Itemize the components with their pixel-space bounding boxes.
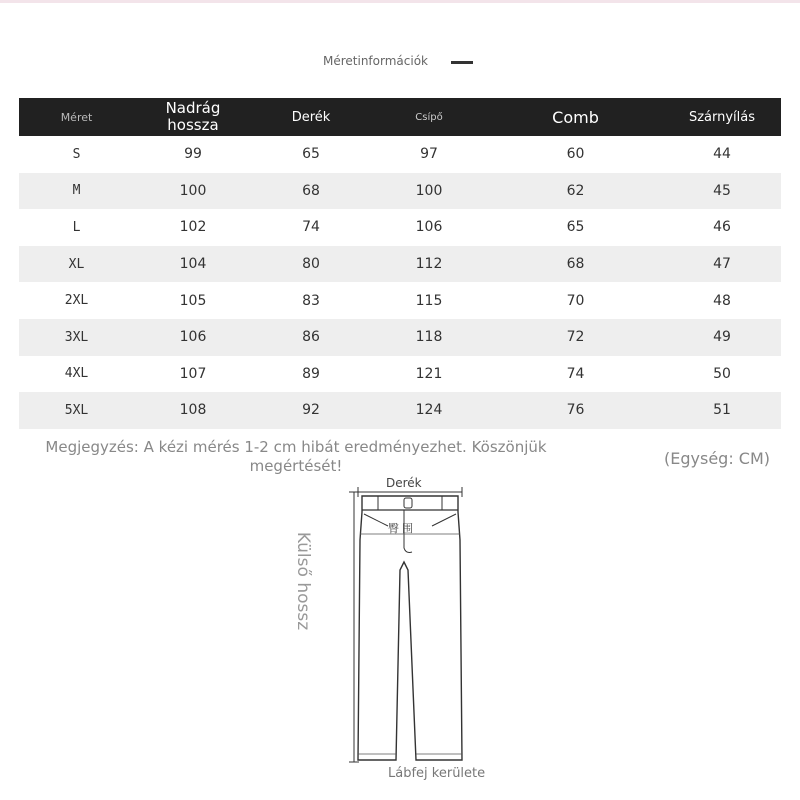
header-waist: Derék [252, 98, 370, 136]
cell-leg-opening: 49 [663, 319, 781, 356]
cell-pants-length: 99 [184, 146, 202, 163]
section-title: Méretinformációk [323, 54, 428, 68]
cell-hip: 118 [370, 319, 488, 356]
hip-label: 臀围 [388, 522, 416, 535]
header-thigh: Comb [488, 98, 663, 136]
button-tab [404, 498, 412, 508]
cell-leg-opening: 47 [663, 246, 781, 283]
table-row [19, 173, 781, 210]
table-row [19, 282, 781, 319]
cell-waist: 65 [302, 146, 320, 163]
cell-hip: 106 [415, 219, 443, 236]
cell-leg-opening: 50 [713, 365, 731, 382]
cell-thigh: 60 [566, 146, 585, 163]
cell-size: L [72, 219, 81, 235]
top-strip [0, 0, 800, 3]
outer-length-label: Külső hossz [293, 531, 313, 631]
waist-label: Derék [386, 476, 422, 490]
cell-leg-opening: 48 [713, 292, 731, 309]
cell-waist: 89 [302, 365, 320, 382]
cell-thigh: 74 [566, 365, 585, 382]
cell-waist: 83 [302, 292, 320, 309]
cell-size: M [19, 173, 134, 210]
cell-thigh: 72 [488, 319, 663, 356]
measurement-note: Megjegyzés: A kézi mérés 1-2 cm hibát eredményezhet. Köszönjük megértését! [45, 438, 547, 475]
pocket-left [364, 514, 388, 526]
cell-size: S [72, 146, 81, 162]
cell-size: 4XL [64, 366, 89, 382]
table-row [19, 319, 781, 356]
pocket-right [432, 514, 456, 526]
cell-pants-length: 104 [134, 246, 252, 283]
table-row [19, 246, 781, 283]
cell-size: XL [19, 246, 134, 283]
header-size: Méret [19, 98, 134, 136]
table-row [19, 356, 781, 393]
cell-hip: 121 [415, 365, 443, 382]
cell-leg-opening: 45 [663, 173, 781, 210]
hem-label: Lábfej kerülete [388, 766, 486, 781]
header-pants-length: Nadrág hossza [134, 98, 252, 136]
table-row [19, 392, 781, 429]
cell-size: 5XL [19, 392, 134, 429]
header-leg-opening: Szárnyílás [663, 98, 781, 136]
cell-waist: 92 [252, 392, 370, 429]
cell-pants-length: 102 [179, 219, 207, 236]
pants-diagram [293, 470, 500, 800]
cell-hip: 100 [370, 173, 488, 210]
cell-pants-length: 100 [134, 173, 252, 210]
cell-thigh: 68 [488, 246, 663, 283]
cell-thigh: 76 [488, 392, 663, 429]
table-row [19, 136, 781, 173]
cell-waist: 74 [302, 219, 320, 236]
cell-thigh: 62 [488, 173, 663, 210]
cell-hip: 115 [415, 292, 443, 309]
cell-leg-opening: 46 [713, 219, 731, 236]
cell-hip: 124 [370, 392, 488, 429]
cell-pants-length: 105 [179, 292, 207, 309]
title-dash [451, 61, 473, 64]
cell-waist: 68 [252, 173, 370, 210]
cell-leg-opening: 51 [663, 392, 781, 429]
cell-waist: 86 [252, 319, 370, 356]
cell-hip: 112 [370, 246, 488, 283]
cell-pants-length: 108 [134, 392, 252, 429]
cell-pants-length: 107 [179, 365, 207, 382]
table-row [19, 209, 781, 246]
cell-pants-length: 106 [134, 319, 252, 356]
cell-thigh: 70 [566, 292, 585, 309]
cell-size: 2XL [64, 293, 89, 309]
section-header [0, 54, 800, 72]
cell-thigh: 65 [566, 219, 585, 236]
cell-waist: 80 [252, 246, 370, 283]
header-hip: Csípő [370, 98, 488, 136]
cell-size: 3XL [19, 319, 134, 356]
table-header-row [19, 98, 781, 136]
unit-label: (Egység: CM) [664, 449, 771, 468]
cell-hip: 97 [420, 146, 438, 163]
cell-leg-opening: 44 [713, 146, 731, 163]
size-table [19, 98, 781, 429]
